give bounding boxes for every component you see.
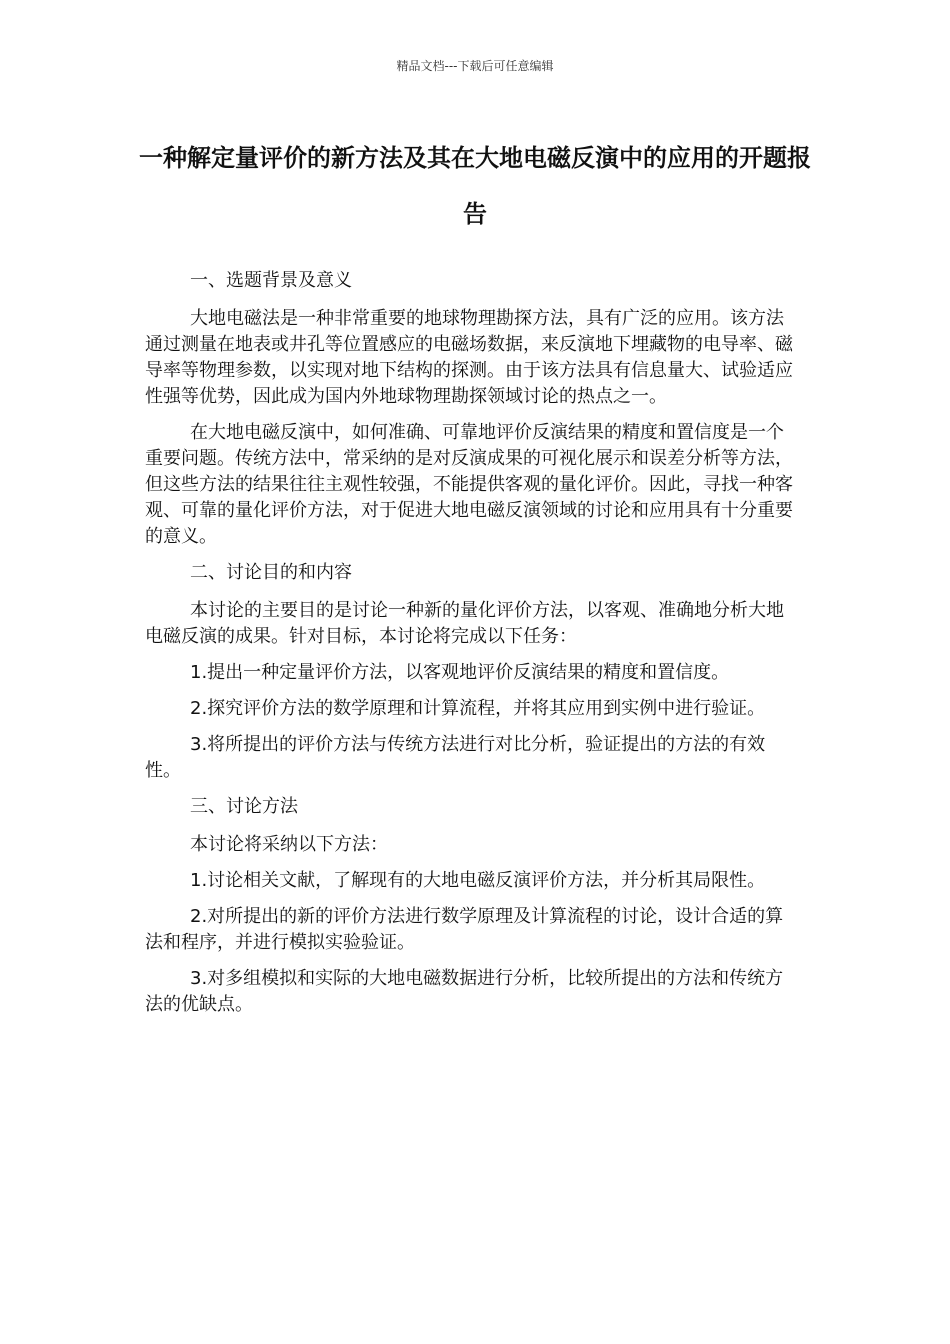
section-1-heading: 一、选题背景及意义 [190, 270, 352, 291]
section-3-heading: 三、讨论方法 [190, 796, 298, 817]
section-1-paragraph-1: 大地电磁法是一种非常重要的地球物理勘探方法，具有广泛的应用。该方法通过测量在地表或井孔等位置感应的电磁场数据，来反演地下埋藏物的电导率、磁导率等物理参数，以实现对地下结构的探测。由于该方法具有信息量大、试验适应性强等优势，因此成为国内外地球物理勘探领域讨论的热点之一。 [145, 308, 793, 407]
section-2-item-2: 2.探究评价方法的数学原理和计算流程，并将其应用到实例中进行验证。 [190, 698, 766, 719]
section-2-intro: 本讨论的主要目的是讨论一种新的量化评价方法，以客观、准确地分析大地电磁反演的成果。针对目标，本讨论将完成以下任务： [145, 600, 784, 647]
document-body [145, 268, 795, 1028]
section-3-item-1: 1.讨论相关文献，了解现有的大地电磁反演评价方法，并分析其局限性。 [190, 870, 766, 891]
section-2-item-1: 1.提出一种定量评价方法，以客观地评价反演结果的精度和置信度。 [190, 662, 730, 683]
section-3-item-2: 2.对所提出的新的评价方法进行数学原理及计算流程的讨论，设计合适的算法和程序，并进行模拟实验验证。 [145, 906, 784, 953]
document-title: 一种解定量评价的新方法及其在大地电磁反演中的应用的开题报告 [139, 144, 811, 228]
section-3-item-3: 3.对多组模拟和实际的大地电磁数据进行分析，比较所提出的方法和传统方法的优缺点。 [145, 968, 784, 1015]
section-2-heading: 二、讨论目的和内容 [190, 562, 352, 583]
section-2-item-3: 3.将所提出的评价方法与传统方法进行对比分析，验证提出的方法的有效性。 [145, 734, 766, 781]
page-header-note: 精品文档---下载后可任意编辑 [396, 59, 554, 73]
section-1-paragraph-2: 在大地电磁反演中，如何准确、可靠地评价反演结果的精度和置信度是一个重要问题。传统方法中，常采纳的是对反演成果的可视化展示和误差分析等方法，但这些方法的结果往往主观性较强，不能提供客观的量化评价。因此，寻找一种客观、可靠的量化评价方法，对于促进大地电磁反演领域的讨论和应用具有十分重要的意义。 [145, 422, 793, 547]
section-3-intro: 本讨论将采纳以下方法： [190, 834, 388, 855]
